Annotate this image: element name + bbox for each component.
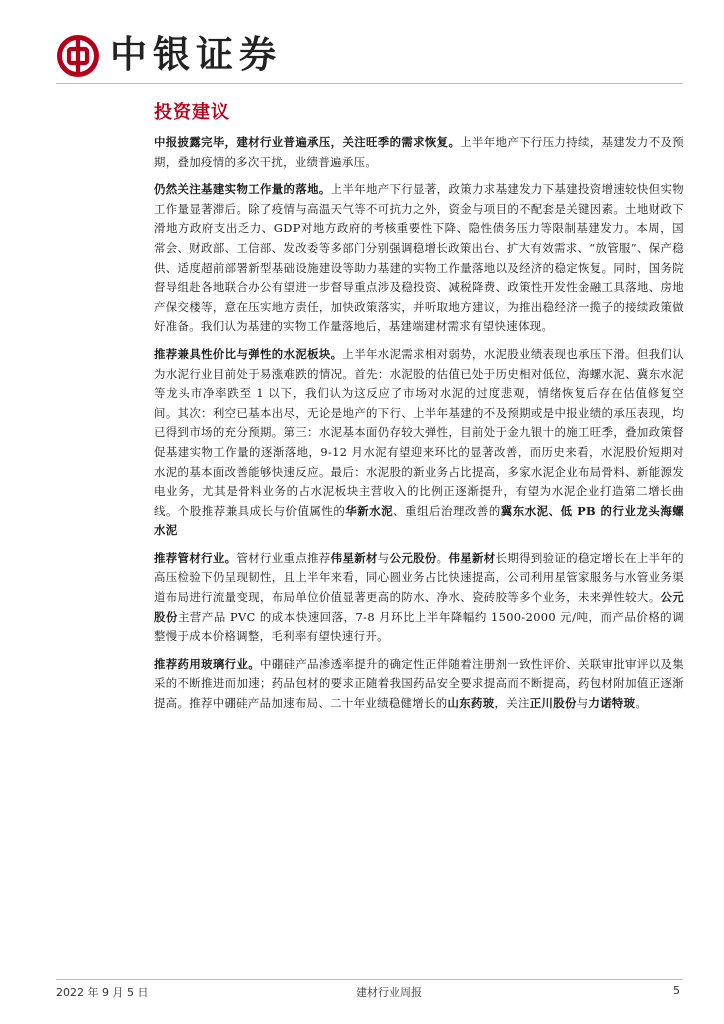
boc-logo-icon — [56, 34, 100, 78]
paragraph-text: 。 — [436, 550, 449, 565]
paragraph-cement — [154, 345, 684, 541]
report-date: 2022 年 9 月 5 日 — [56, 986, 149, 999]
paragraph-text: 上半年地产下行显著，政策力求基建发力下基建投资增速较快但实物工作量显著滞后。除了疫情与高温天气等不可抗力之外，资金与项目的不配套是关键因素。土地财政下滑地方政府支出乏力、GDP对地方政府的考核重要性下降、隐性债务压力等限制基建发力。本周，国常会、财政部、工信部、发改委等多部门分别强调稳增长政策出台、扩大有效需求、“放管服”、保产稳供、适度超前部署新型基础设施建设等助力基建的实物工作量落地以及经济的稳定恢复。同时，国务院督导组赴各地联合办公有望进一步督导重点涉及稳投资、减税降费、政策性开发性金融工具落地、房地产保交楼等，意在压实地方责任，加快政策落实，并听取地方建议，为推出稳经济一揽子的接续政策做好准备。我们认为基建的实物工作量落地后，基建端建材需求有望快速体现。 — [154, 182, 684, 334]
stock-name: 冀东水泥 — [500, 503, 549, 518]
paragraph-midyear-summary — [154, 133, 684, 172]
stock-name: 伟星新材 — [330, 550, 378, 565]
paragraph-text: 与 — [576, 696, 589, 711]
section-title: 投资建议 — [154, 102, 230, 123]
stock-name: 力诺特玻 — [588, 696, 636, 711]
paragraph-text: 、低 PB 的 — [548, 503, 613, 518]
stock-name: 公元股份 — [389, 550, 437, 565]
paragraph-pharma-glass — [154, 655, 684, 714]
stock-name: 行业龙头海螺水泥 — [154, 503, 685, 538]
brand-name: 中银证券 — [110, 33, 282, 76]
footer-divider — [56, 979, 683, 980]
page-header — [56, 34, 656, 78]
paragraph-text: 上半年地产下行压力持续，基建发力不及预期，叠加疫情的多次干扰，业绩普遍承压。 — [154, 135, 685, 169]
page-number: 5 — [673, 984, 680, 997]
paragraph-lead: 仍然关注基建实物工作量的落地。 — [154, 182, 331, 197]
report-body — [154, 133, 684, 722]
paragraph-text: 管材行业重点推荐 — [236, 550, 331, 565]
paragraph-text: 长期得到验证的稳定增长在上半年的高压检验下仍呈现韧性，且上半年来看，同心圆业务占比快速提高，公司利用星管家服务与水管业务渠道布局进行流量变现，布局单位价值显著更高的防水、净水、瓷砖胶等多个业务，未来弹性较大。 — [154, 550, 684, 605]
paragraph-infrastructure — [154, 180, 684, 337]
paragraph-text: 、重组后治理改善的 — [393, 503, 501, 518]
stock-name: 华新水泥 — [345, 503, 394, 518]
paragraph-text: 主营产品 PVC 的成本快速回落，7-8 月环比上半年降幅约 1500-2000 元/吨，而产品价格的调整慢于成本价格调整，毛利率有望快速行开。 — [154, 609, 685, 644]
paragraph-text: 。 — [635, 696, 648, 711]
paragraph-lead: 推荐药用玻璃行业。 — [154, 656, 261, 671]
paragraph-text: 与 — [377, 550, 390, 565]
header-divider — [56, 83, 683, 84]
stock-name: 公元股份 — [154, 590, 684, 624]
paragraph-text: ，关注 — [494, 696, 530, 711]
stock-name: 正川股份 — [529, 696, 577, 711]
stock-name: 伟星新材 — [448, 550, 496, 565]
stock-name: 山东药玻 — [447, 696, 495, 711]
paragraph-pipes — [154, 549, 684, 647]
paragraph-lead: 推荐兼具性价比与弹性的水泥板块。 — [154, 346, 343, 361]
paragraph-lead: 推荐管材行业。 — [154, 550, 237, 565]
report-name: 建材行业周报 — [356, 986, 422, 999]
paragraph-text: 中硼硅产品渗透率提升的确定性正伴随着注册剂一致性评价、关联审批审评以及集采的不断推进而加速；药品包材的要求正随着我国药品安全要求提高而不断提高，药包材附加值正逐渐提高。推荐中硼硅产品加速布局、二十年业绩稳健增长的 — [154, 656, 684, 711]
paragraph-lead: 中报披露完毕，建材行业普遍承压，关注旺季的需求恢复。 — [154, 135, 461, 149]
paragraph-text: 上半年水泥需求相对弱势，水泥股业绩表现也承压下滑。但我们认为水泥行业目前处于易涨难跌的情况。首先：水泥股的估值已处于历史相对低位，海螺水泥、冀东水泥等龙头市净率跌至 1 以下，我们认为这反应了市场对水泥的过度悲观，情绪恢复后存在估值修复空间。其次：利空已基本出尽，无论是地产的下行、上半年基建的不及预期或是中报业绩的承压表现，均已得到市场的充分预期。第三：水泥基本面仍存较大弹性，目前处于金九银十的施工旺季，叠加政策督促基建实物工作量的逐渐落地，9-12 月水泥有望迎来环比的显著改善，而历史来看，水泥股价短期对水泥的基本面改善能够快速反应。最后：水泥股的新业务占比提高，多家水泥企业布局骨料、新能源发电业务，尤其是骨料业务的占水泥板块主营收入的比例正逐渐提升，有望为水泥企业打造第二增长曲线。个股推荐兼具成长与价值属性的 — [154, 346, 684, 518]
